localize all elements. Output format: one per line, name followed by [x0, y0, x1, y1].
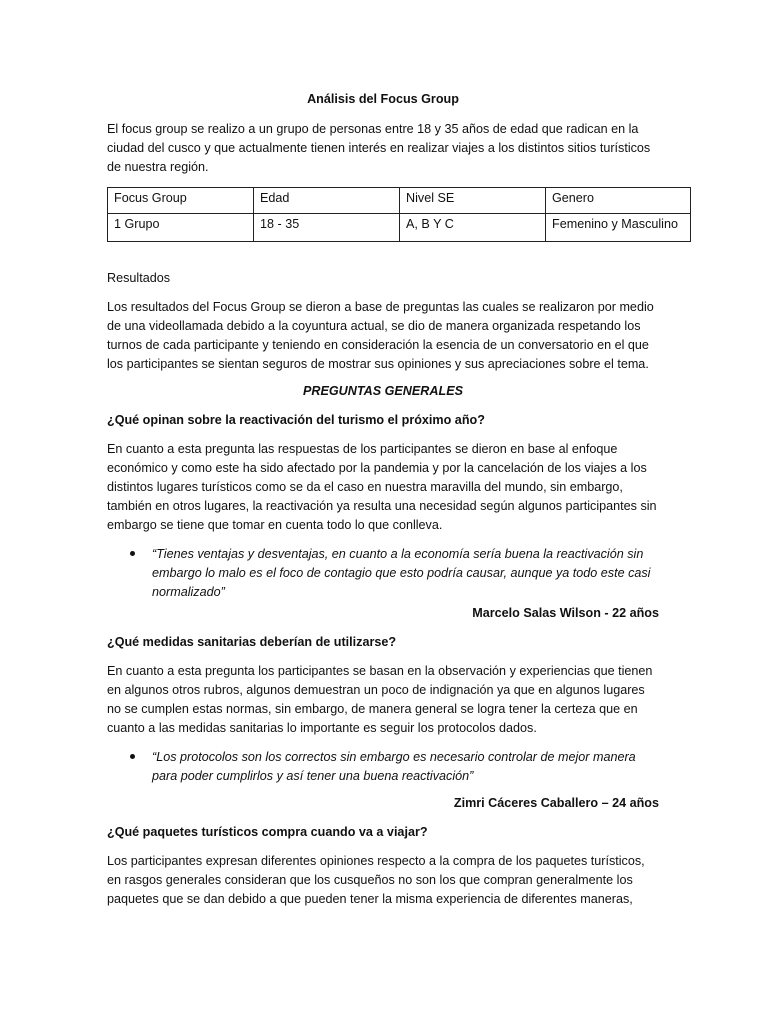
document-title: Análisis del Focus Group: [307, 92, 459, 106]
section-heading: PREGUNTAS GENERALES: [302, 384, 463, 398]
quote-2: [107, 748, 659, 786]
focus-group-table: [107, 187, 691, 242]
answer-3: Los participantes expresan diferentes opiniones respecto a la compra de los paquetes turísticos, en rasgos generales consideran que los cusqueños no son los que compran generalmente los paquetes que se dan debido a que pueden tener la misma experiencia de diferentes maneras,: [107, 854, 645, 906]
table-header-cell: Genero: [546, 188, 691, 214]
table-cell: 18 - 35: [254, 214, 400, 242]
quote-2-author: Zimri Cáceres Caballero – 24 años: [453, 796, 659, 810]
question-3: ¿Qué paquetes turísticos compra cuando va a viajar?: [107, 825, 428, 839]
bullet-icon: [130, 551, 135, 556]
table-row: [108, 214, 691, 242]
results-heading: Resultados: [107, 271, 171, 285]
answer-1: En cuanto a esta pregunta las respuestas de los participantes se dieron en base al enfoque económico y como este ha sido afectado por la pandemia y por la cancelación de los viajes a los distintos lugares turísticos como se da el caso en nuestra maravilla del mundo, sin embargo, también en otros lugares, la reactivación ya resulta una necesidad según algunos participantes sin embargo se tiene que tomar en cuenta todo lo que conlleva.: [107, 442, 657, 532]
quote-1: [107, 545, 659, 602]
document-content: [107, 88, 678, 919]
table-cell: 1 Grupo: [108, 214, 254, 242]
table-cell: A, B Y C: [400, 214, 546, 242]
quote-1-author: Marcelo Salas Wilson - 22 años: [472, 606, 659, 620]
question-1: ¿Qué opinan sobre la reactivación del turismo el próximo año?: [107, 413, 485, 427]
table-cell: Femenino y Masculino: [546, 214, 691, 242]
bullet-icon: [130, 754, 135, 759]
quote-2-text: “Los protocolos son los correctos sin embargo es necesario controlar de mejor manera para poder cumplirlos y así tener una buena reactivación”: [152, 750, 636, 783]
quote-1-text: “Tienes ventajas y desventajas, en cuanto a la economía sería buena la reactivación sin embargo lo malo es el foco de contagio que esto podría causar, aunque ya todo este casi normalizado”: [152, 547, 651, 599]
table-header-row: [108, 188, 691, 214]
intro-paragraph: El focus group se realizo a un grupo de personas entre 18 y 35 años de edad que radican en la ciudad del cusco y que actualmente tienen interés en realizar viajes a los distintos sitios turísticos de nuestra región.: [107, 122, 651, 174]
answer-2: En cuanto a esta pregunta los participantes se basan en la observación y experiencias que tienen en algunos otros rubros, algunos demuestran un poco de indignación ya que en algunos lugares no se cumplen estas normas, sin embargo, de manera general se logra tener la certeza que en cuanto a las medidas sanitarias lo importante es seguir los protocolos dados.: [107, 664, 653, 735]
results-paragraph: Los resultados del Focus Group se dieron a base de preguntas las cuales se realizaron por medio de una videollamada debido a la coyuntura actual, se dio de manera organizada respetando los turnos de cada participante y teniendo en consideración la esencia de un conversatorio en el que los participantes se sientan seguros de mostrar sus opiniones y sus apreciaciones sobre el tema.: [107, 300, 654, 371]
table-header-cell: Edad: [254, 188, 400, 214]
question-2: ¿Qué medidas sanitarias deberían de utilizarse?: [107, 635, 397, 649]
table-header-cell: Focus Group: [108, 188, 254, 214]
table-header-cell: Nivel SE: [400, 188, 546, 214]
